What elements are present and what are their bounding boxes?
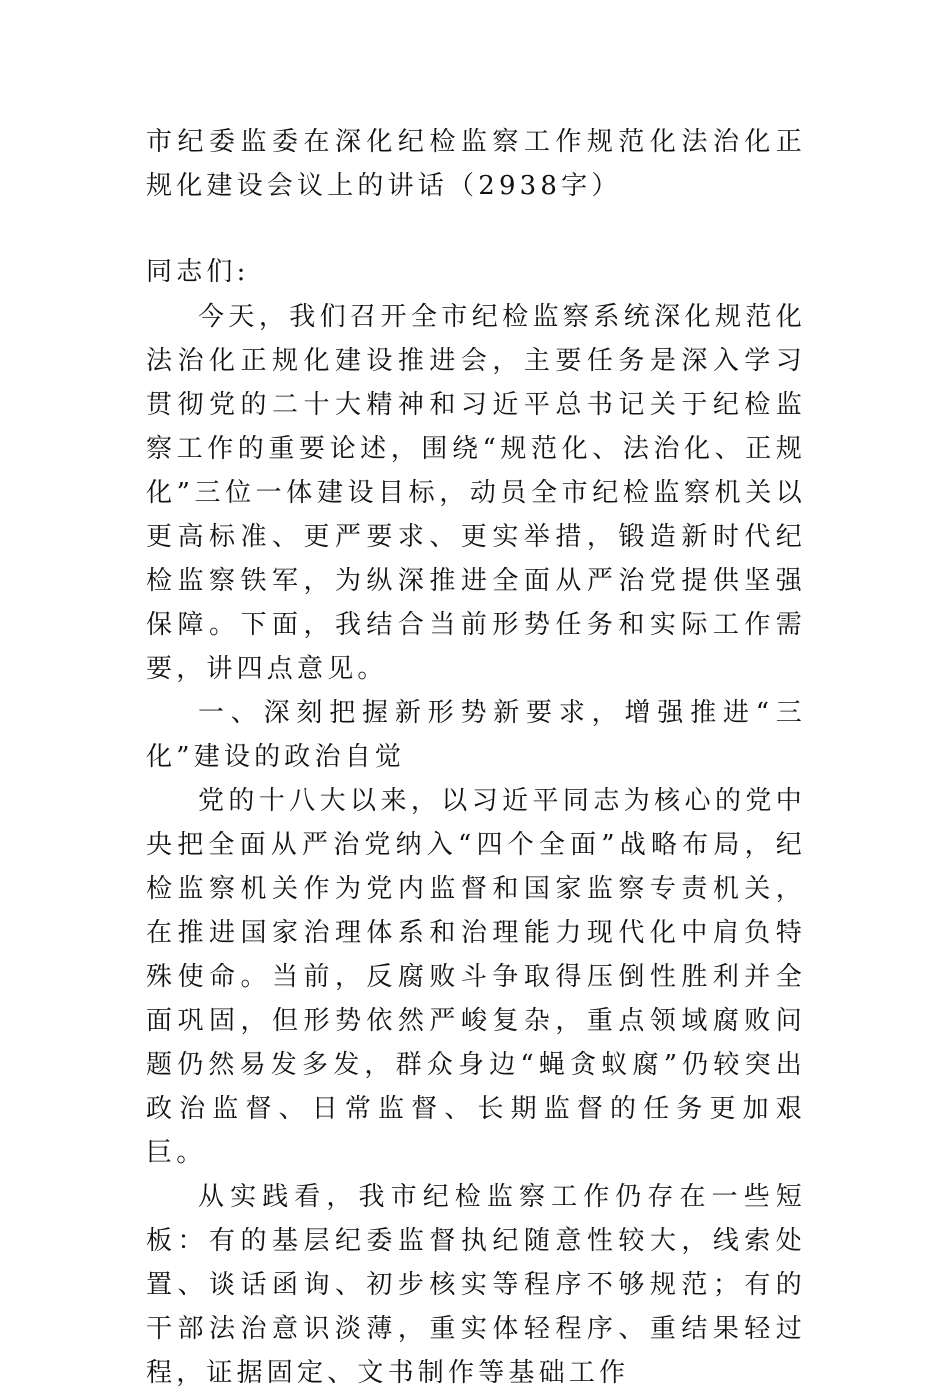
paragraph-shortcomings: 从实践看，我市纪检监察工作仍存在一些短板：有的基层纪委监督执纪随意性较大，线索处置、谈话函询、初步核实等程序不够规范；有的干部法治意识淡薄，重实体轻程序、重结果轻过程，证据固定、文书制作等基础工作 xyxy=(146,1182,806,1388)
document-body xyxy=(146,295,806,1395)
document-title: 市纪委监委在深化纪检监察工作规范化法治化正规化建设会议上的讲话（2938字） xyxy=(146,127,806,201)
paragraph-opening: 今天，我们召开全市纪检监察系统深化规范化法治化正规化建设推进会，主要任务是深入学习贯彻党的二十大精神和习近平总书记关于纪检监察工作的重要论述，围绕“规范化、法治化、正规化”三位一体建设目标，动员全市纪检监察机关以更高标准、更严要求、更实举措，锻造新时代纪检监察铁军，为纵深推进全面从严治党提供坚强保障。下面，我结合当前形势任务和实际工作需要，讲四点意见。 xyxy=(146,302,806,684)
section-heading-1: 一、深刻把握新形势新要求，增强推进“三化”建设的政治自觉 xyxy=(146,698,806,772)
paragraph-situation: 党的十八大以来，以习近平同志为核心的党中央把全面从严治党纳入“四个全面”战略布局，纪检监察机关作为党内监督和国家监察专责机关，在推进国家治理体系和治理能力现代化中肩负特殊使命。当前，反腐败斗争取得压倒性胜利并全面巩固，但形势依然严峻复杂，重点领域腐败问题仍然易发多发，群众身边“蝇贪蚁腐”仍较突出政治监督、日常监督、长期监督的任务更加艰巨。 xyxy=(146,786,806,1168)
salutation: 同志们: xyxy=(146,257,250,287)
